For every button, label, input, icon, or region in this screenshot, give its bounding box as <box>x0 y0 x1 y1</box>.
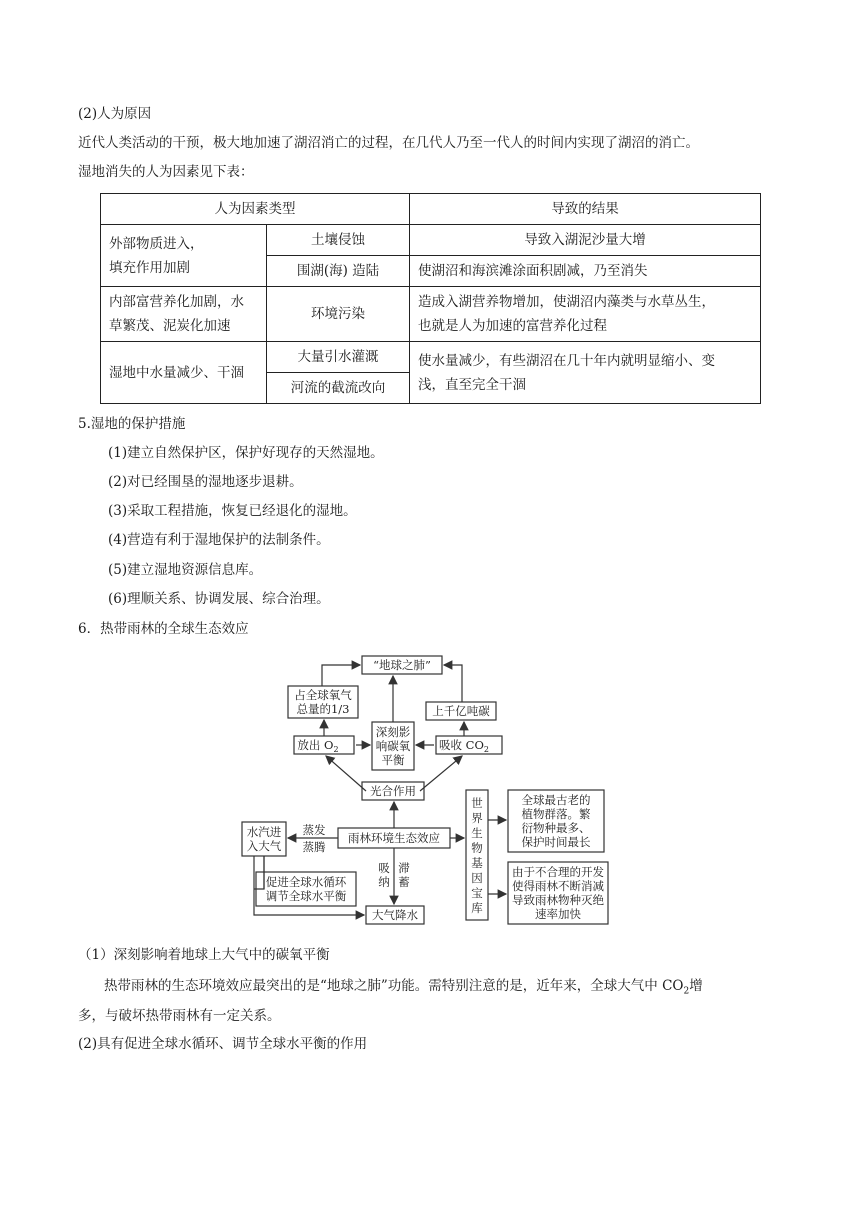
list-item: (2)对已经围垦的湿地逐步退耕。 <box>108 474 303 490</box>
precipitation-label: 大气降水 <box>372 908 418 922</box>
vapor-label: 入大气 <box>246 839 282 853</box>
arrow <box>444 665 462 702</box>
sub-1-paragraph-cont: 多，与破坏热带雨林有一定关系。 <box>78 1008 281 1024</box>
gene-bank-label <box>471 796 483 915</box>
table-cell: 湿地中水量减少、干涸 <box>101 342 267 404</box>
gene-bank-char: 因 <box>471 871 483 885</box>
gene-bank-char: 基 <box>471 856 483 870</box>
photosynthesis-label: 光合作用 <box>370 784 416 798</box>
retain-label: 滞 <box>398 861 410 875</box>
transpire-label: 蒸腾 <box>302 840 326 854</box>
list-item: (3)采取工程措施，恢复已经退化的湿地。 <box>108 503 357 519</box>
absorb-label: 吸 <box>378 861 390 875</box>
release-o2-label: 放出 $O_2$ <box>297 738 339 754</box>
destruction-label: 速率加快 <box>535 907 581 921</box>
oldest-community-label: 衍物种最多、 <box>521 821 591 835</box>
intro-table-lead: 湿地消失的人为因素见下表： <box>78 164 254 180</box>
list-item: (5)建立湿地资源信息库。 <box>108 562 263 578</box>
carbon-amount-label: 上千亿吨碳 <box>432 704 490 718</box>
sub-1-title: （1）深刻影响着地球上大气中的碳氧平衡 <box>78 947 330 963</box>
lung-label: “地球之肺” <box>373 658 431 672</box>
core-effect-label: 雨林环境生态效应 <box>348 831 440 845</box>
table-cell: 河流的截流改向 <box>267 373 410 404</box>
absorb-co2-label: 吸收 $CO_2$ <box>439 738 489 754</box>
destruction-label: 由于不合理的开发 <box>512 865 604 879</box>
arrow <box>326 756 366 791</box>
table-cell: 环境污染 <box>267 287 410 342</box>
gene-bank-char: 世 <box>471 796 483 810</box>
oxygen-share-label: 占全球氧气 <box>294 688 352 702</box>
human-factors-table <box>100 193 761 404</box>
water-cycle-label: 调节全球水平衡 <box>265 889 347 903</box>
subsection-heading: (2)人为原因 <box>78 106 152 122</box>
deep-influence-label: 响碳氧 <box>375 739 411 753</box>
gene-bank-char: 物 <box>471 841 483 855</box>
oldest-community-label: 全球最古老的 <box>521 793 591 807</box>
rainforest-effect-diagram <box>236 650 616 932</box>
table-row <box>101 342 761 373</box>
sub-1-paragraph: 热带雨林的生态环境效应最突出的是“地球之肺”功能。需特别注意的是，近年来，全球大气中 $CO_2$增 <box>104 978 703 997</box>
gene-bank-char: 库 <box>471 901 483 915</box>
table-row <box>101 287 761 342</box>
gene-bank-char: 界 <box>471 811 483 825</box>
oxygen-share-label: 总量的1/3 <box>296 702 350 716</box>
table-cell: 导致入湖泥沙量大增 <box>410 225 761 256</box>
arrow <box>420 756 462 791</box>
list-item: (4)营造有利于湿地保护的法制条件。 <box>108 532 330 548</box>
vapor-label: 水汽进 <box>246 825 282 839</box>
table-cell: 土壤侵蚀 <box>267 225 410 256</box>
section-6-title: 6．热带雨林的全球生态效应 <box>78 621 249 637</box>
table-cell: 内部富营养化加剧，水 草繁茂、泥炭化加速 <box>101 287 267 342</box>
retain-label: 蓄 <box>398 875 410 889</box>
intro-paragraph: 近代人类活动的干预，极大地加速了湖沼消亡的过程，在几代人乃至一代人的时间内实现了湖沼的消亡。 <box>78 135 699 151</box>
sub-2-title: (2)具有促进全球水循环、调节全球水平衡的作用 <box>78 1036 368 1052</box>
table-header: 人为因素类型 <box>101 194 410 225</box>
gene-bank-char: 生 <box>471 826 483 840</box>
oldest-community-label: 保护时间最长 <box>521 835 591 849</box>
arrow <box>322 665 360 686</box>
oldest-community-label: 植物群落。繁 <box>521 807 591 821</box>
gene-bank-char: 宝 <box>471 886 483 900</box>
table-header: 导致的结果 <box>410 194 761 225</box>
destruction-label: 导致雨林物种灭绝 <box>512 893 604 907</box>
table-cell: 使水量减少，有些湖沼在几十年内就明显缩小、变 浅，直至完全干涸 <box>410 342 761 404</box>
evaporate-label: 蒸发 <box>302 823 326 837</box>
table-cell: 外部物质进入， 填充作用加剧 <box>101 225 267 287</box>
destruction-label: 使得雨林不断消减 <box>512 879 604 893</box>
table-cell: 使湖沼和海滨滩涂面积剧减，乃至消失 <box>410 256 761 287</box>
section-5-title: 5.湿地的保护措施 <box>78 416 186 432</box>
deep-influence-label: 深刻影 <box>375 725 411 739</box>
table-row <box>101 225 761 256</box>
table-cell: 大量引水灌溉 <box>267 342 410 373</box>
table-cell: 造成入湖营养物增加，使湖沼内藻类与水草丛生， 也就是人为加速的富营养化过程 <box>410 287 761 342</box>
table-row <box>101 194 761 225</box>
list-item: (6)理顺关系、协调发展、综合治理。 <box>108 591 330 607</box>
table-cell: 围湖(海) 造陆 <box>267 256 410 287</box>
water-cycle-label: 促进全球水循环 <box>265 875 347 889</box>
absorb-label: 纳 <box>378 875 390 889</box>
list-item: (1)建立自然保护区，保护好现存的天然湿地。 <box>108 445 384 461</box>
deep-influence-label: 平衡 <box>381 753 405 767</box>
